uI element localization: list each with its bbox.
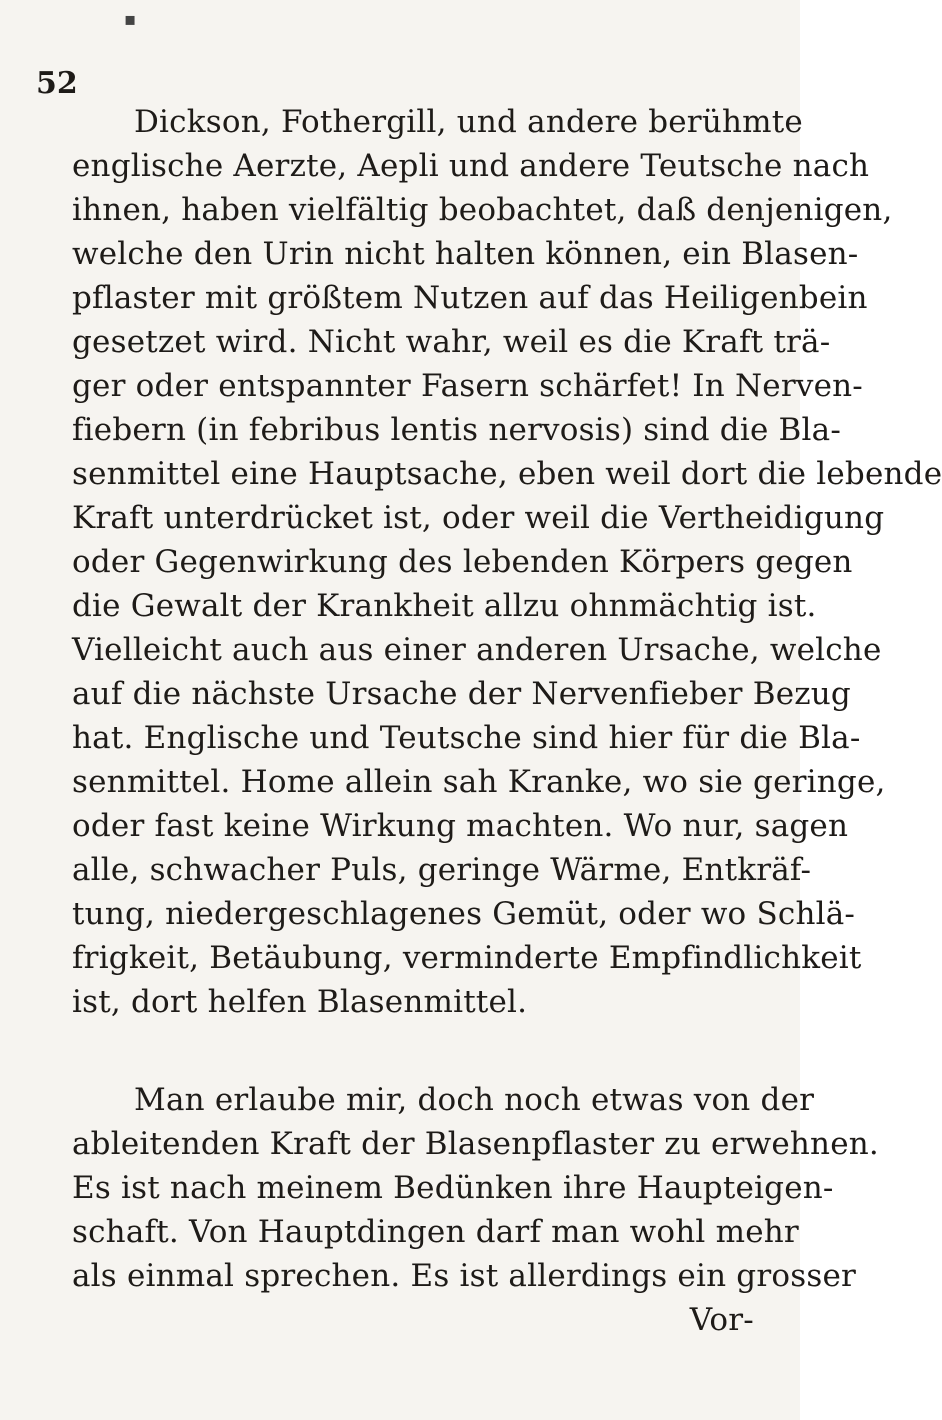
text-line: senmittel. Home allein sah Kranke, wo sie geringe, — [72, 764, 886, 800]
text-line: senmittel eine Hauptsache, eben weil dort die lebende — [72, 456, 942, 492]
text-line: Es ist nach meinem Bedünken ihre Haupteigen- — [72, 1170, 834, 1206]
text-line: Man erlaube mir, doch noch etwas von der — [134, 1082, 815, 1118]
catchword: Vor- — [689, 1302, 754, 1338]
text-line: gesetzet wird. Nicht wahr, weil es die Kraft trä- — [72, 324, 831, 360]
text-line: ihnen, haben vielfältig beobachtet, daß denjenigen, — [72, 192, 893, 228]
text-line: ableitenden Kraft der Blasenpflaster zu erwehnen. — [72, 1126, 879, 1162]
text-line: Dickson, Fothergill, und andere berühmte — [134, 104, 803, 140]
page-speck: ▪ — [124, 9, 137, 30]
text-line: englische Aerzte, Aepli und andere Teutsche nach — [72, 148, 870, 184]
text-line: als einmal sprechen. Es ist allerdings ein grosser — [72, 1258, 857, 1294]
text-line: ist, dort helfen Blasenmittel. — [72, 984, 528, 1020]
text-line: hat. Englische und Teutsche sind hier für die Bla- — [72, 720, 861, 756]
paragraph-1 — [72, 100, 942, 1024]
text-line: ger oder entspannter Fasern schärfet! In Nerven- — [72, 368, 863, 404]
text-line: Vielleicht auch aus einer anderen Ursache, welche — [72, 632, 882, 668]
text-line: fiebern (in febribus lentis nervosis) sind die Bla- — [72, 412, 842, 448]
text-line: auf die nächste Ursache der Nervenfieber Bezug — [72, 676, 851, 712]
text-line: Kraft unterdrücket ist, oder weil die Vertheidigung — [72, 500, 885, 536]
text-line: oder Gegenwirkung des lebenden Körpers gegen — [72, 544, 853, 580]
text-line: schaft. Von Hauptdingen darf man wohl mehr — [72, 1214, 799, 1250]
text-line: pflaster mit größtem Nutzen auf das Heiligenbein — [72, 280, 868, 316]
body-text — [72, 100, 942, 1342]
text-line: oder fast keine Wirkung machten. Wo nur, sagen — [72, 808, 849, 844]
text-line: welche den Urin nicht halten können, ein Blasen- — [72, 236, 859, 272]
text-line: frigkeit, Betäubung, verminderte Empfindlichkeit — [72, 940, 862, 976]
text-line: tung, niedergeschlagenes Gemüt, oder wo Schlä- — [72, 896, 856, 932]
text-line: die Gewalt der Krankheit allzu ohnmächtig ist. — [72, 588, 817, 624]
page-number: 52 — [36, 66, 78, 101]
text-line: alle, schwacher Puls, geringe Wärme, Entkräf- — [72, 852, 812, 888]
paragraph-2 — [72, 1078, 879, 1342]
paragraph-gap — [72, 1024, 772, 1078]
